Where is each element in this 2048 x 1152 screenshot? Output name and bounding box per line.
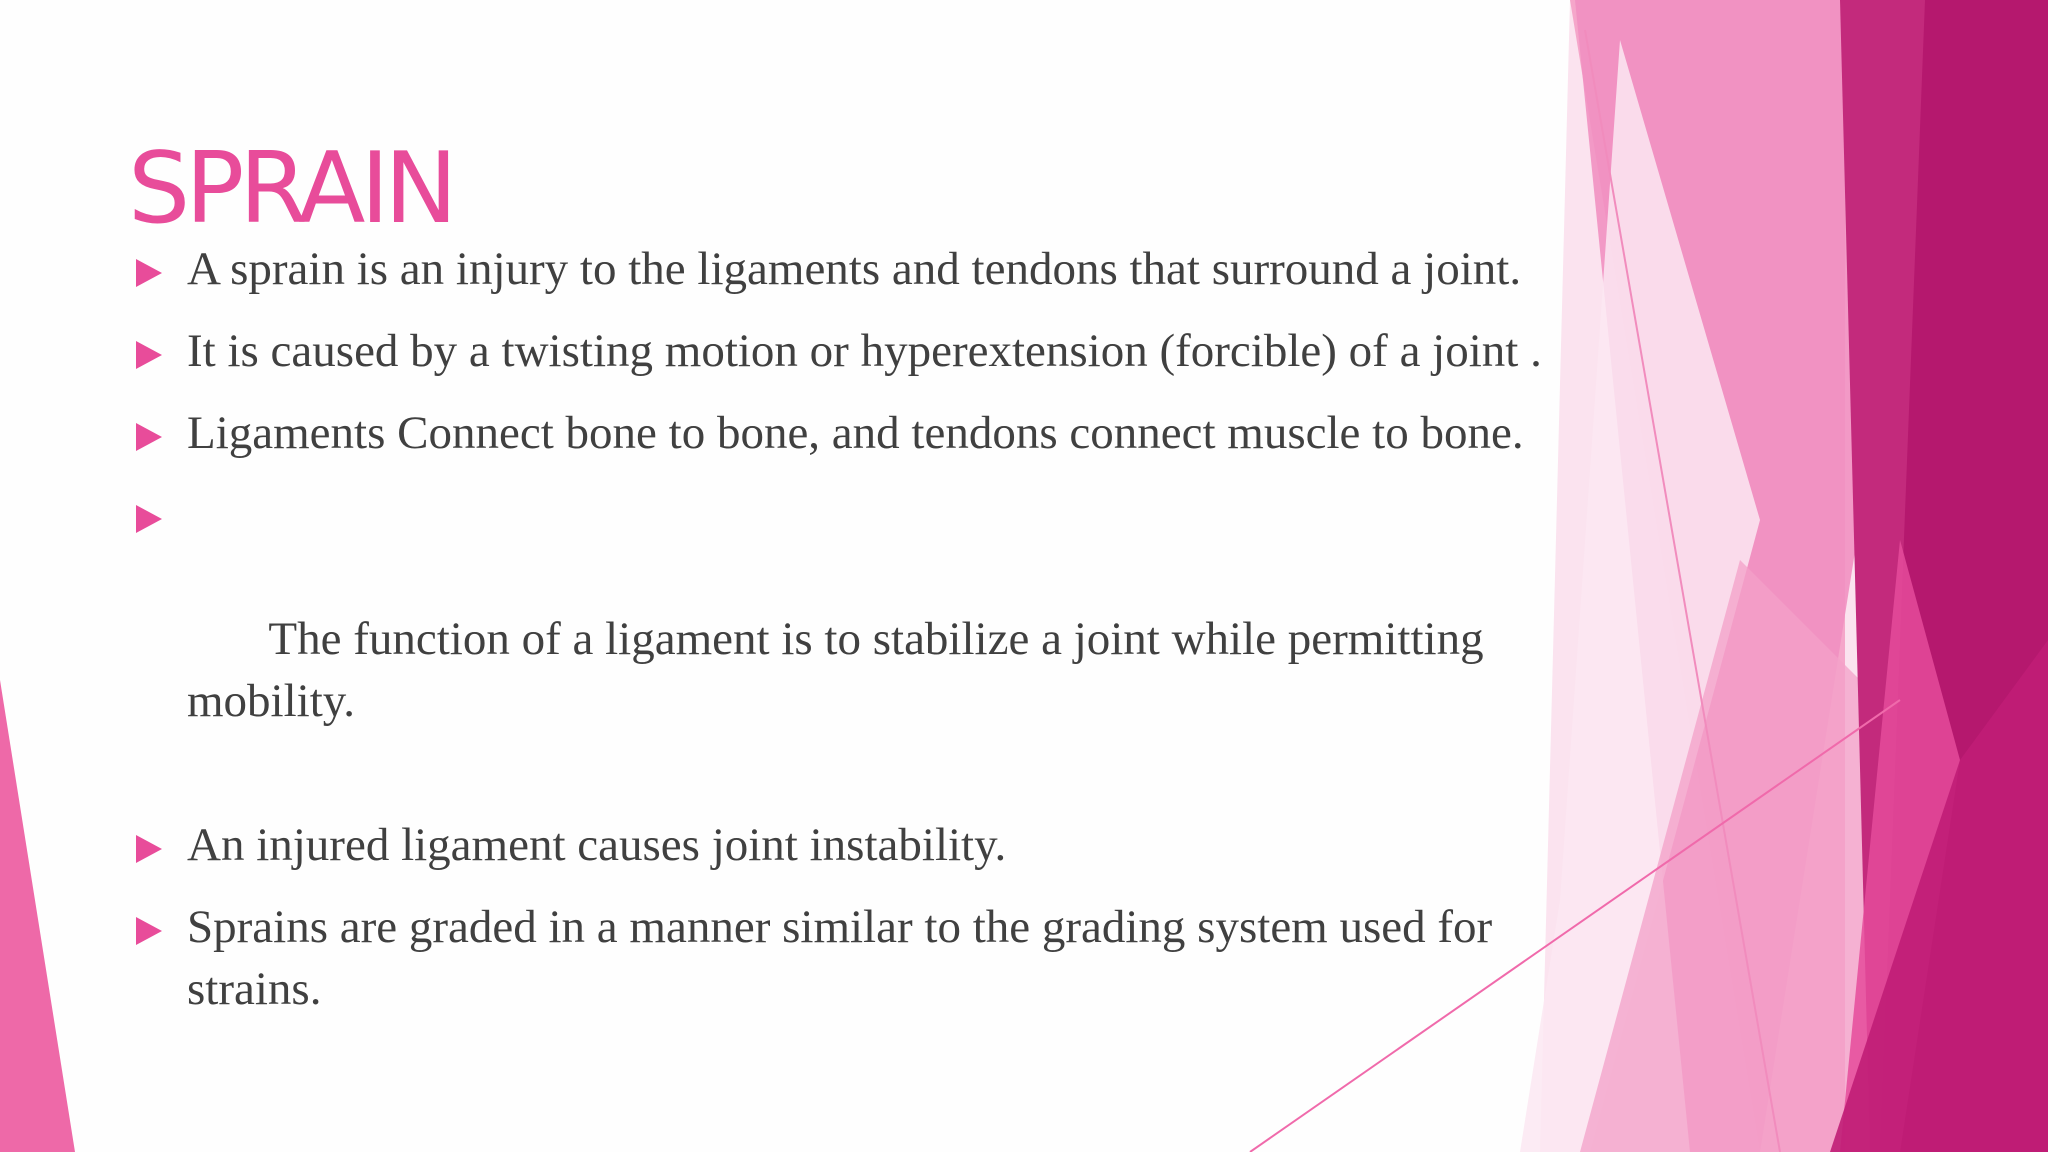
triangle-bullet-icon — [136, 259, 162, 287]
bullet-text: Ligaments Connect bone to bone, and tendons connect muscle to bone. — [187, 407, 1524, 459]
left-edge-sliver — [0, 680, 75, 1152]
bullet-item — [132, 402, 1552, 464]
bullet-text: An injured ligament causes joint instability. — [187, 819, 1007, 871]
bullet-item — [132, 896, 1552, 1020]
slide-title: SPRAIN — [128, 132, 453, 246]
bullet-item — [132, 814, 1552, 876]
triangle-bullet-icon — [136, 423, 162, 451]
bullet-item — [132, 238, 1552, 300]
bullet-item — [132, 320, 1552, 382]
bullet-text: A sprain is an injury to the ligaments and tendons that surround a joint. — [187, 243, 1522, 295]
bullet-list — [132, 238, 1552, 1040]
triangle-bullet-icon — [136, 835, 162, 863]
bullet-item — [132, 484, 1552, 794]
bullet-text: It is caused by a twisting motion or hyperextension (forcible) of a joint . — [187, 325, 1542, 377]
triangle-bullet-icon — [136, 341, 162, 369]
triangle-bullet-icon — [136, 505, 162, 533]
triangle-bullet-icon — [136, 917, 162, 945]
bullet-text: The function of a ligament is to stabilize a joint while permitting mobility. — [187, 613, 1496, 727]
bullet-text: Sprains are graded in a manner similar to the grading system used for strains. — [187, 901, 1493, 1015]
